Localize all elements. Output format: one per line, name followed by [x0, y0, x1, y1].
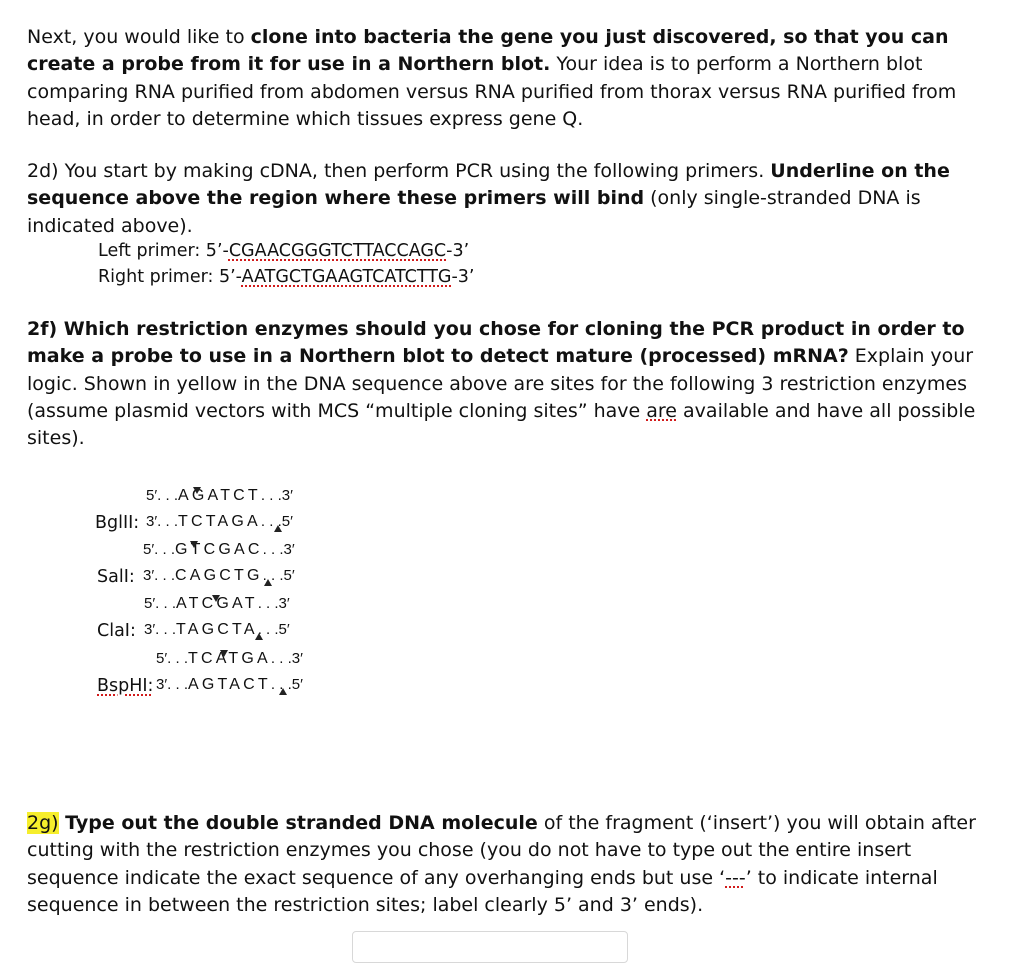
right-primer-sequence: AATGCTGAAGTCATCTTG: [241, 267, 452, 287]
q2g-text-1: of the fragment (‘insert’) you will obtain after cutting with the restriction enzymes you chose (you do not have to type out the entire insert sequence indicate the exact sequence of any overhanging ends but use ‘: [27, 812, 976, 889]
bsphi-bottom-5: . . .5′: [270, 676, 303, 693]
bglii-top-seq: AGATCT: [178, 487, 261, 504]
q2f-text-1: Explain your logic. Shown in yellow in the DNA sequence above are sites for the following 3 restriction enzymes (assume plasmid vectors with MCS “multiple cloning sites” have: [27, 345, 974, 422]
q2f-text-bold: 2f) Which restriction enzymes should you chose for cloning the PCR product in order to make a probe to use in a Northern blot to detect mature (processed) mRNA?: [27, 318, 965, 368]
bsphi-bottom-cut-icon: [279, 688, 287, 695]
bsphi-top-3: . . .3′: [270, 650, 303, 667]
q2f-typo-word: are: [646, 399, 677, 422]
intro-text-2: Your idea is to perform a Northern blot comparing RNA purified from abdomen versus RNA purified from thorax versus RNA purified from head, in order to determine which tissues express gene Q.: [27, 53, 957, 130]
sali-bottom-cut-icon: [264, 579, 272, 586]
left-primer-sequence: CGAACGGGTCTTACCAGC: [228, 241, 447, 261]
clai-top-5: 5′. . .: [144, 595, 176, 612]
right-primer-end: -3’: [451, 267, 475, 287]
left-primer-label: Left primer: 5’-: [98, 241, 229, 261]
sali-top-3: . . .3′: [262, 541, 295, 558]
sali-top-cut-icon: [190, 541, 198, 548]
bsphi-top-seq: TCATGA: [188, 650, 271, 667]
q2d-text-2: (only single-stranded DNA is indicated above).: [27, 187, 921, 237]
clai-bottom-cut-icon: [255, 633, 263, 640]
sali-label: SalI:: [97, 567, 135, 587]
clai-label: ClaI:: [97, 621, 136, 641]
bglii-bottom-seq: TCTAGA: [178, 513, 261, 530]
bglii-bottom-cut-icon: [274, 525, 282, 532]
right-primer: [98, 265, 475, 289]
answer-input-box[interactable]: [352, 931, 628, 963]
sali-bottom-5: . . .5′: [262, 567, 295, 584]
question-2g: [27, 810, 987, 919]
clai-bottom-3: 3′. . .: [144, 621, 176, 638]
clai-top-seq: ATCGAT: [176, 595, 258, 612]
clai-top-3: . . .3′: [257, 595, 290, 612]
intro-text-bold: clone into bacteria the gene you just discovered, so that you can create a probe from it for use in a Northern blot.: [27, 26, 949, 76]
q2f-text-2: available and have all possible sites).: [27, 399, 976, 450]
sali-top-seq: GTCGAC: [175, 541, 263, 558]
bglii-top-5: 5′. . .: [146, 487, 178, 504]
bglii-top-cut-icon: [193, 487, 201, 494]
q2g-number-highlight: 2g): [27, 812, 59, 834]
bsphi-top-cut-icon: [220, 650, 228, 657]
bglii-bottom-3: 3′. . .: [146, 513, 178, 530]
question-2d: [27, 158, 987, 240]
left-primer: [98, 239, 469, 263]
bglii-bottom-5: . . .5′: [260, 513, 293, 530]
sali-bottom-3: 3′. . .: [143, 567, 175, 584]
bsphi-bottom-seq: AGTACT: [188, 676, 271, 693]
bglii-top-3: . . .3′: [260, 487, 293, 504]
bsphi-label: BspHI:: [97, 676, 154, 696]
bsphi-top-5: 5′. . .: [156, 650, 188, 667]
question-2f: [27, 316, 987, 452]
left-primer-end: -3’: [446, 241, 470, 261]
sali-top-strand: [143, 541, 295, 559]
sali-bottom-seq: CAGCTG: [175, 567, 263, 584]
clai-bottom-seq: TAGCTA: [176, 621, 258, 638]
bglii-top-strand: [146, 487, 293, 505]
q2d-text-bold: Underline on the sequence above the region where these primers will bind: [27, 160, 950, 210]
intro-text-1: Next, you would like to: [27, 26, 251, 48]
bglii-label: BglII:: [95, 513, 140, 533]
clai-bottom-5: . . .5′: [257, 621, 290, 638]
q2g-text-2: ’ to indicate internal sequence in between the restriction sites; label clearly 5’ and 3’ ends).: [27, 866, 938, 916]
bsphi-top-strand: [156, 650, 303, 668]
bsphi-bottom-3: 3′. . .: [156, 676, 188, 693]
clai-bottom-strand: [144, 621, 290, 639]
q2g-text-bold: Type out the double stranded DNA molecule: [58, 812, 538, 834]
intro-paragraph: [27, 24, 987, 133]
clai-top-cut-icon: [212, 595, 220, 602]
bglii-bottom-strand: [146, 513, 293, 531]
right-primer-label: Right primer: 5’-: [98, 267, 242, 287]
sali-top-5: 5′. . .: [143, 541, 175, 558]
q2g-dashes: ---: [725, 866, 746, 889]
q2d-text-1: 2d) You start by making cDNA, then perform PCR using the following primers.: [27, 160, 771, 182]
